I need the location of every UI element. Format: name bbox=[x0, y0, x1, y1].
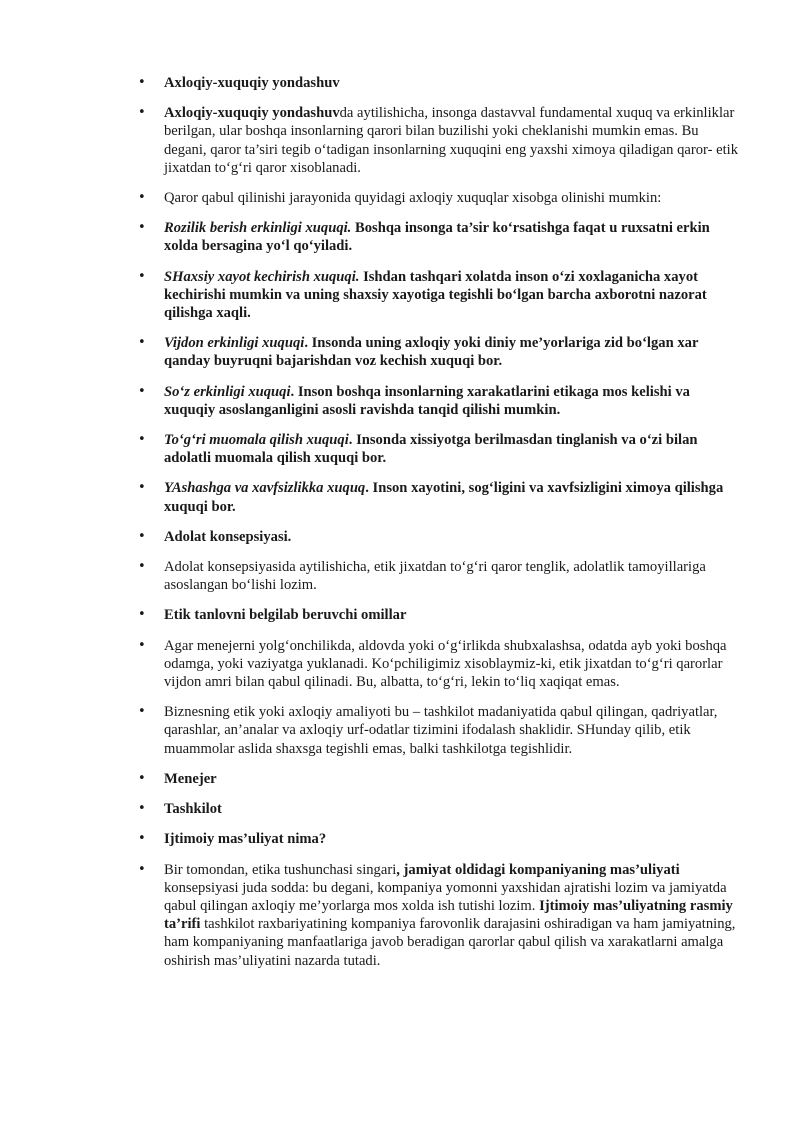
bullet-icon: • bbox=[138, 75, 146, 90]
bullet-icon: • bbox=[138, 268, 146, 284]
list-item bbox=[0, 219, 744, 255]
list-item bbox=[0, 383, 744, 419]
list-item bbox=[0, 104, 744, 177]
text-run: Bir tomondan, etika tushunchasi singari bbox=[164, 861, 397, 878]
bold-run: Axloqiy-xuquqiy yondashuv bbox=[164, 75, 340, 91]
list-item-text bbox=[164, 220, 710, 254]
bold-run: Boshqa insonga ta’sir ko‘rsatishga faqat u ruxsatni erkin xolda bersagina yo‘l qo‘yiladi. bbox=[164, 220, 710, 255]
list-item bbox=[0, 558, 744, 594]
text-run: Agar menejerni yolg‘onchilikda, aldovda yoki o‘g‘irlikda shubxalashsa, odatda ayb yoki boshqa odamga, yoki vaziyatga yuklanadi. Ko‘pchiligimiz xisoblaymiz-ki, etik jixatdan to‘g‘ri qarorlar vijdon amri bilan qabul qilinadi. Bu, albatta, to‘g‘ri, lekin to‘liq xaqiqat emas. bbox=[164, 637, 727, 691]
list-item bbox=[0, 528, 744, 546]
bold-run: Axloqiy-xuquqiy yondashuv bbox=[164, 105, 340, 122]
list-item bbox=[0, 479, 744, 515]
list-item-text bbox=[164, 335, 698, 369]
bullet-icon: • bbox=[138, 190, 146, 206]
bold-run: , jamiyat oldidagi kompaniyaning mas’uliyati bbox=[396, 861, 680, 878]
bullet-icon: • bbox=[138, 528, 146, 544]
bold-run: Etik tanlovni belgilab beruvchi omillar bbox=[164, 607, 407, 624]
list-item bbox=[0, 637, 744, 692]
list-item-text bbox=[164, 862, 735, 969]
text-run: tashkilot raxbariyatining kompaniya farovonlik darajasini oshiradigan va ham jamiyatning, ham kompaniyaning manfaatlariga javob beradigan qarorlar qabul qilish va xarakatlarni amalga oshirish mas’uliyatini nazarda tutadi. bbox=[164, 916, 736, 969]
list-item-text bbox=[164, 831, 326, 847]
bold-run: . Insonda xissiyotga berilmasdan tinglanish va o‘zi bilan adolatli muomala qilish xuquqi bor. bbox=[164, 432, 698, 467]
bold-italic-run: YAshashga va xavfsizlikka xuquq bbox=[164, 480, 366, 497]
list-item bbox=[0, 800, 744, 818]
list-item-text bbox=[164, 771, 217, 787]
list-item bbox=[0, 74, 744, 92]
text-run: da aytilishicha, insonga dastavval fundamental xuquq va erkinliklar berilgan, ular boshqa insonlarning qarori bilan buzilishi yoki cheklanishi mumkin emas. Bu degani, qaror ta’siri tegib o‘tadigan insonlarning xuquqini eng yaxshi ximoya qiladigan qaror- etik jixatdan to‘g‘ri qaror xisoblanadi. bbox=[164, 105, 738, 176]
bullet-icon: • bbox=[138, 831, 146, 847]
bullet-icon: • bbox=[138, 704, 146, 720]
bullet-icon: • bbox=[138, 861, 146, 877]
list-item-text bbox=[164, 638, 727, 690]
bold-run: Adolat konsepsiyasi. bbox=[164, 528, 292, 545]
list-item-text bbox=[164, 432, 698, 466]
bold-italic-run: Vijdon erkinligi xuquqi bbox=[164, 335, 305, 352]
text-run: Biznesning etik yoki axloqiy amaliyoti bu – tashkilot madaniyatida qabul qilingan, qadriyatlar, qarashlar, an’analar va axloqiy urf-odatlar tizimini ifodalash shaklidir. SHunday qilib, etik muammolar aslida shaxsga tegishli emas, balki tashkilotga tegishlidir. bbox=[164, 704, 718, 757]
list-item-text bbox=[164, 529, 291, 545]
list-item bbox=[0, 606, 744, 624]
list-item bbox=[0, 770, 744, 788]
list-item bbox=[0, 189, 744, 207]
text-run: konsepsiyasi juda sodda: bu degani, kompaniya yomonni yaxshidan ajratishi lozim va jamiyatda qabul qilingan axloqiy me’yorlarga mos xolda ish tutishi lozim. bbox=[164, 879, 727, 914]
bullet-icon: • bbox=[138, 559, 146, 575]
bold-run: . Inson boshqa insonlarning xarakatlarini etikaga mos kelishi va xuquqiy asoslanganligini asosli ravishda tanqid qilishi mumkin. bbox=[164, 383, 690, 418]
list-item-text bbox=[164, 801, 222, 817]
bullet-icon: • bbox=[138, 770, 146, 786]
bullet-icon: • bbox=[138, 801, 146, 817]
bold-italic-run: Rozilik berish erkinligi xuquqi. bbox=[164, 220, 352, 237]
bold-run: Menejer bbox=[164, 770, 217, 787]
bullet-icon: • bbox=[138, 383, 146, 399]
list-item-text bbox=[164, 384, 690, 418]
bold-run: Ijtimoiy mas’uliyat nima? bbox=[164, 831, 327, 848]
list-item bbox=[0, 830, 744, 848]
list-item bbox=[0, 334, 744, 370]
bullet-icon: • bbox=[138, 637, 146, 653]
bold-run: Ijtimoiy mas’uliyatning rasmiy ta’rifi bbox=[164, 897, 733, 933]
bold-run: . Inson xayotini, sog‘ligini va xavfsizligini ximoya qilishga xuquqi bor. bbox=[164, 480, 724, 515]
bullet-icon: • bbox=[138, 335, 146, 351]
text-run: Qaror qabul qilinishi jarayonida quyidagi axloqiy xuquqlar xisobga olinishi mumkin: bbox=[164, 190, 662, 207]
list-item-text bbox=[164, 704, 717, 756]
list-item-text bbox=[164, 75, 340, 91]
list-item-text bbox=[164, 105, 738, 176]
list-item-text bbox=[164, 190, 661, 206]
list-item-text bbox=[164, 607, 406, 623]
list-item bbox=[0, 703, 744, 758]
bold-italic-run: SHaxsiy xayot kechirish xuquqi. bbox=[164, 268, 360, 285]
bullet-icon: • bbox=[138, 432, 146, 448]
list-item bbox=[0, 268, 744, 323]
list-item-text bbox=[164, 480, 723, 514]
bullet-icon: • bbox=[138, 220, 146, 236]
list-item bbox=[0, 861, 744, 970]
list-item bbox=[0, 431, 744, 467]
text-run: Adolat konsepsiyasida aytilishicha, etik jixatdan to‘g‘ri qaror tenglik, adolatlik tamoyillariga asoslangan bo‘lishi lozim. bbox=[164, 559, 706, 594]
bold-italic-run: So‘z erkinligi xuquqi bbox=[164, 383, 291, 400]
bullet-icon: • bbox=[138, 607, 146, 623]
bold-italic-run: To‘g‘ri muomala qilish xuquqi bbox=[164, 432, 349, 449]
bold-run: . Insonda uning axloqiy yoki diniy me’yorlariga zid bo‘lgan xar qanday buyruqni bajarishdan voz kechish xuquqi bor. bbox=[164, 335, 699, 370]
list-item-text bbox=[164, 559, 706, 593]
bullet-icon: • bbox=[138, 480, 146, 496]
bold-run: Ishdan tashqari xolatda inson o‘zi xoxlaganicha xayot kechirishi mumkin va uning shaxsiy xayotiga tegishli bo‘lgan barcha axborotni nazorat qilishga xaqli. bbox=[164, 268, 707, 322]
bullet-icon: • bbox=[138, 105, 146, 121]
list-item-text bbox=[164, 269, 707, 321]
bold-run: Tashkilot bbox=[164, 801, 222, 818]
